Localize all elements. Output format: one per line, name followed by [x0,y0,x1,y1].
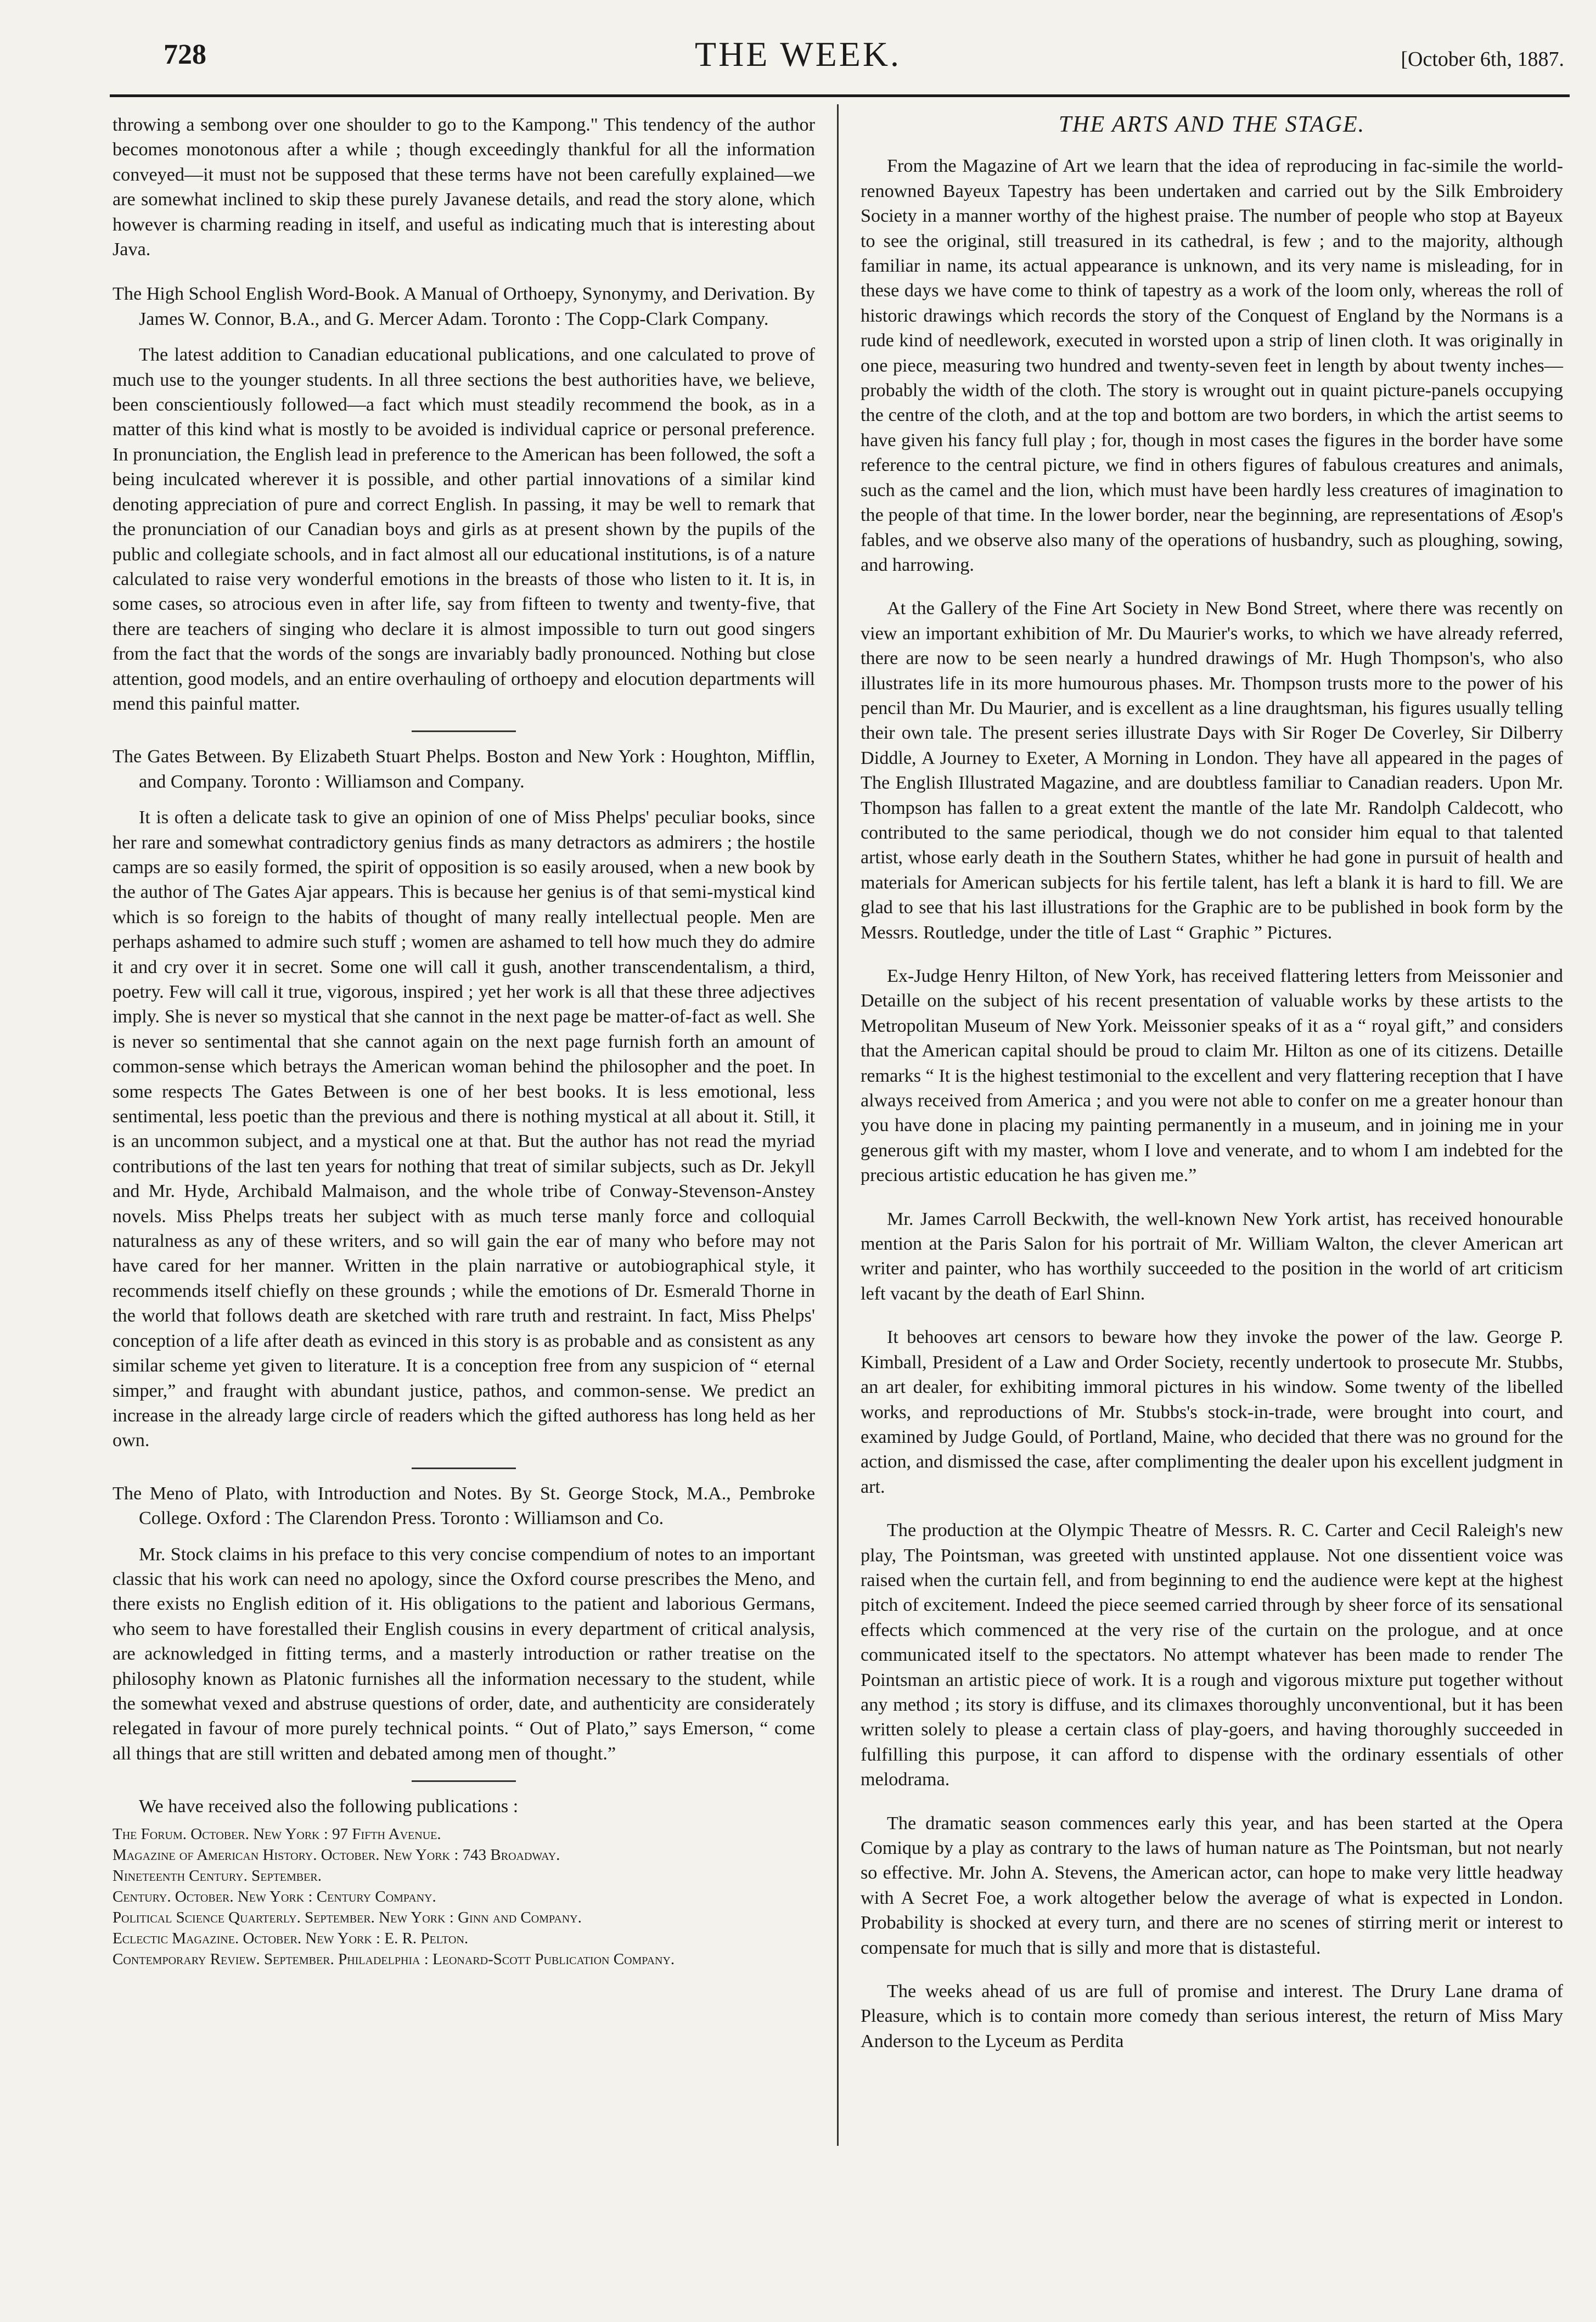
right-column [861,113,1563,2054]
article-paragraph: Mr. James Carroll Beckwith, the well-known New York artist, has received honourable mention at the Paris Salon for his portrait of Mr. William Walton, the clever American art writer and painter, who has worthily succeeded to the position in the world of art criticism left vacant by the death of Earl Shinn. [861,1208,1563,1304]
received-publications-intro: We have received also the following publications : [139,1796,519,1817]
section-divider [412,1780,516,1782]
publication-list [113,1824,815,1970]
article-paragraph: Ex-Judge Henry Hilton, of New York, has received flattering letters from Meissonier and Detaille on the subject of his recent presentation of valuable works by these artists to the Metropolitan Museum of New York. Meissonier speaks of it as a “ royal gift,” and considers that the American capital should be proud to claim Mr. Hilton as one of its citizens. Detaille remarks “ It is the highest testimonial to the excellent and very flattering reception that I have always received from America ; and you were not able to confer on me a greater honour than you have done in placing my painting permanently in a museum, and in joining me in your generous gift with my master, whom I love and venerate, and to whom I am indebted for the precious artistic education he has given me.” [861,966,1563,1186]
column-divider [837,104,839,2146]
publication-item: Eclectic Magazine. October. New York : E. R. Pelton. [113,1929,469,1947]
left-column [113,113,815,1970]
section-divider [412,730,516,732]
article-paragraph: The dramatic season commences early this year, and has been started at the Opera Comique by a play as contrary to the laws of human nature as The Pointsman, but not nearly so effective. Mr. John A. Stevens, the American actor, can hope to make very little headway with A Secret Foe, a work altogether below the average of what is expected in London. Probability is shocked at every turn, and there are no scenes of stirring merit or interest to compensate for much that is silly and more that is distasteful. [861,1813,1563,1958]
page-number: 728 [164,39,206,70]
continued-paragraph: throwing a sembong over one shoulder to go to the Kampong." This tendency of the author becomes monotonous after a while ; though exceedingly thankful for all the information conveyed—it must not be supposed that these terms have not been carefully explained—we are somewhat inclined to skip these purely Javanese details, and read the story alone, which however is charming reading in itself, and useful as indicating much that is interesting about Java. [113,115,815,260]
publication-item: Contemporary Review. September. Philadelphia : Leonard-Scott Publication Company. [113,1950,675,1968]
article-paragraph: It behooves art censors to beware how they invoke the power of the law. George P. Kimball, President of a Law and Order Society, recently undertook to prosecute Mr. Stubbs, an art dealer, for exhibiting immoral pictures in his window. Some twenty of the libelled works, and reproductions of Mr. Stubbs's stock-in-trade, were brought into court, and examined by Judge Gould, of Portland, Maine, who decided that there was no ground for the action, and dismissed the case, after complimenting the dealer upon his excellent judgment in art. [861,1327,1563,1497]
page-header [0,0,1596,82]
section-divider [412,1468,516,1469]
article-paragraph: At the Gallery of the Fine Art Society in New Bond Street, where there was recently on view an important exhibition of Mr. Du Maurier's works, to which we have already referred, there are now to be seen nearly a hundred drawings of Mr. Hugh Thompson's, who also illustrates life in its more humourous phases. Mr. Thompson trusts more to the power of his pencil than Mr. Du Maurier, and is excellent as a line draughtsman, his figures usually telling their own tale. The present series illustrate Days with Sir Roger De Coverley, Sir Dilberry Diddle, A Journey to Exeter, A Morning in London. They have all appeared in the pages of The English Illustrated Magazine, and are doubtless familiar to Canadian readers. Upon Mr. Thompson has fallen to a great extent the mantle of the late Mr. Randolph Caldecott, who contributed to the same periodical, though we do not consider him equal to that talented artist, whose early death in the Southern States, whither he had gone in pursuit of health and materials for American subjects for his fertile talent, has left a blank it is hard to fill. We are glad to see that his last illustrations for the Graphic are to be published in book form by the Messrs. Routledge, under the title of Last “ Graphic ” Pictures. [861,598,1563,943]
article-paragraph: From the Magazine of Art we learn that the idea of reproducing in fac-simile the world-renowned Bayeux Tapestry has been undertaken and carried out by the Silk Embroidery Society in a manner worthy of the highest praise. The number of people who stop at Bayeux to see the original, still treasured in its cathedral, is few ; and to the majority, although familiar in name, its actual appearance is unknown, and its very name is misleading, for in these days we have come to think of tapestry as a work of the loom only, whereas the roll of historic drawings which records the story of the Conquest of England by the Normans is a rude kind of needlework, executed in worsted upon a strip of linen cloth. It was originally in one piece, measuring two hundred and twenty-seven feet in length by about twenty inches—probably the width of the cloth. The story is wrought out in quaint picture-panels occupying the centre of the cloth, and at the top and bottom are two borders, in which the artist seems to have given his fancy full play ; for, though in most cases the figures in the border have some reference to the central picture, we find in others figures of fabulous creatures and animals, such as the camel and the lion, which must have been hardly less creatures of imagination to the people of that time. In the lower border, near the beginning, are representations of Æsop's fables, and we observe also many of the operations of husbandry, such as ploughing, sowing, and harrowing. [861,156,1563,575]
header-rule [110,94,1570,97]
review-body-gates-between: It is often a delicate task to give an opinion of one of Miss Phelps' peculiar books, since her rare and somewhat contradictory genius finds as many detractors as admirers ; the hostile camps are so easily formed, the spirit of opposition is so easily aroused, when a new book by the author of The Gates Ajar appears. This is because her genius is of that semi-mystical kind which is so foreign to the habits of thought of many really intellectual people. Men are perhaps ashamed to admire such stuff ; women are ashamed to tell how much they do admire it and cry over it in secret. Some one will call it gush, another transcendentalism, a third, poetry. Few will call it true, vigorous, inspired ; yet her work is all that these three adjectives imply. She is never so mystical that she cannot in the next page be matter-of-fact as well. She is never so sentimental that she cannot again on the next page furnish forth an amount of common-sense which betrays the American woman behind the philosopher and the poet. In some respects The Gates Between is one of her best books. It is less emotional, less sentimental, less poetic than the previous and there is nothing mystical at all about it. Still, it is an uncommon subject, and a mystical one at that. But the author has not read the myriad contributions of the last ten years for nothing that treat of similar subjects, such as Dr. Jekyll and Mr. Hyde, Archibald Malmaison, and the whole tribe of Conway-Stevenson-Anstey novels. Miss Phelps treats her subject with as much terse manly force and colloquial naturalness as any of these writers, and so will gain the ear of many who before may not have cared for her manner. Written in the plain narrative or autobiographical style, it recommends itself chiefly on these grounds ; while the emotions of Dr. Esmerald Thorne in the world that follows death are sketched with rare truth and restraint. In fact, Miss Phelps' conception of a life after death as evinced in this story is as probable and as consistent as any similar scheme yet given to literature. It is a conception free from any suspicion of “ eternal simper,” and fraught with abundant justice, pathos, and common-sense. We predict an increase in the already large circle of readers which the gifted authoress has long held as her own. [113,807,815,1451]
publication-item: Political Science Quarterly. September. New York : Ginn and Company. [113,1908,582,1926]
review-heading-gates-between: The Gates Between. By Elizabeth Stuart Phelps. Boston and New York : Houghton, Mifflin, and Company. Toronto : Williamson and Company. [113,746,815,792]
publication-item: Magazine of American History. October. New York : 743 Broadway. [113,1846,560,1864]
review-heading-meno: The Meno of Plato, with Introduction and Notes. By St. George Stock, M.A., Pembroke College. Oxford : The Clarendon Press. Toronto : Williamson and Co. [113,1483,815,1529]
review-body-word-book: The latest addition to Canadian educational publications, and one calculated to prove of much use to the younger students. In all three sections the best authorities have, we believe, been conscientiously followed—a fact which must steadily recommend the book, as in a matter of this kind what is mostly to be avoided is individual caprice or personal preference. In pronunciation, the English lead in preference to the American has been followed, the soft a being inculcated wherever it is possible, and other partial innovations of a similar kind denoting appreciation of pure and correct English. In passing, it may be well to remark that the pronunciation of our Canadian boys and girls as at present shown by the pupils of the public and collegiate schools, and in fact almost all our educational institutions, is of a nature calculated to raise very wonderful emotions in the breasts of those who listen to it. It is, in some cases, so atrocious even in after life, say from fifteen to twenty and twenty-five, that there are teachers of singing who declare it is almost impossible to turn out good singers from the fact that the words of the songs are invariably badly pronounced. Nothing but close attention, good models, and an entire overhauling of orthoepy and elocution departments will mend this painful matter. [113,345,815,714]
review-body-meno: Mr. Stock claims in his preface to this very concise compendium of notes to an important classic that his work can need no apology, since the Oxford course prescribes the Meno, and there exists no English edition of it. His obligations to the patient and laborious Germans, who seem to have forestalled their English cousins in every department of critical analysis, are acknowledged in fitting terms, and a masterly introduction or rather treatise on the philosophy known as Platonic furnishes all the information necessary to the student, while the somewhat vexed and abstruse questions of order, date, and authenticity are considerately relegated in favour of more purely technical points. “ Out of Plato,” says Emerson, “ come all things that are still written and debated among men of thought.” [113,1544,815,1764]
issue-date: [October 6th, 1887. [1401,48,1564,71]
publication-item: Century. October. New York : Century Company. [113,1887,436,1905]
article-paragraph: The production at the Olympic Theatre of Messrs. R. C. Carter and Cecil Raleigh's new play, The Pointsman, was greeted with unstinted applause. Not one dissentient voice was raised when the curtain fell, and from beginning to end the audience were kept at the highest pitch of excitement. Indeed the piece seemed carried through by sheer force of its sensational effects which commenced at the very rise of the curtain on the prologue, and at once communicated itself to the spectators. No attempt whatever has been made to render The Pointsman an artistic piece of work. It is a rough and vigorous mixture put together without any method ; its story is diffuse, and its climaxes thoroughly unconventional, but it has been written solely to please a certain class of play-goers, and having thoroughly succeeded in fulfilling this purpose, it can afford to dispense with the ordinary essentials of other melodrama. [861,1520,1563,1790]
article-paragraph: The weeks ahead of us are full of promise and interest. The Drury Lane drama of Pleasure, which is to contain more comedy than serious interest, the return of Miss Mary Anderson to the Lyceum as Perdita [861,1981,1563,2051]
publication-item: The Forum. October. New York : 97 Fifth Avenue. [113,1825,441,1843]
section-title: THE ARTS AND THE STAGE. [1058,112,1365,137]
review-heading-word-book: The High School English Word-Book. A Manual of Orthoepy, Synonymy, and Derivation. By James W. Connor, B.A., and G. Mercer Adam. Toronto : The Copp-Clark Company. [113,284,815,329]
journal-title: THE WEEK. [694,35,902,74]
publication-item: Nineteenth Century. September. [113,1866,322,1885]
